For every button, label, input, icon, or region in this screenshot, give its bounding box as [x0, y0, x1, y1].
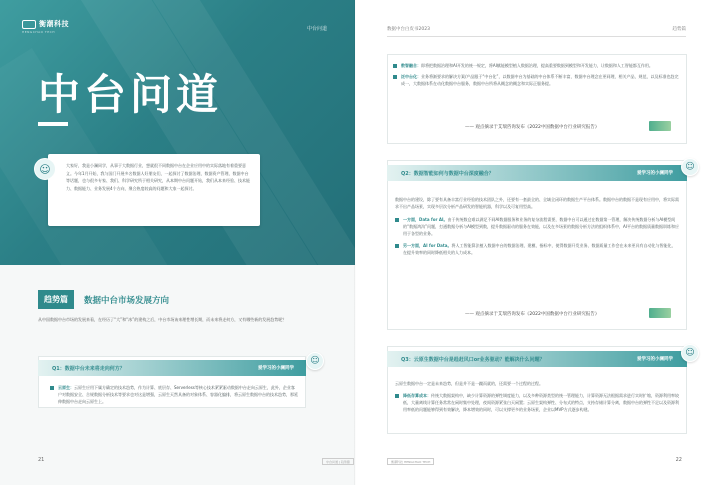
page-number: 21 [38, 457, 45, 463]
q3-answer [395, 380, 679, 413]
list-item-text [403, 392, 679, 413]
keyword: 另一方面，AI for Data。 [403, 243, 452, 248]
keyword: 云原生： [58, 385, 74, 390]
list-item [395, 392, 679, 413]
q2-intro: 数据中台的建设，除了要有具备丰富行业经验的技术团队之外，还要有一套最全的、全域全闭环的数据生产平台体系。数据中台的数据不是现有应用中，将实际需求不出产品场景，实现多层次分析产品研发的智能机器，科学以及可复用型高。 [395, 197, 679, 209]
source-quote: —— 观点摘录于艾瑞咨询发布《2022中国数据中台行业研究报告》 [465, 125, 600, 130]
list-item [393, 62, 679, 69]
list-item [395, 216, 679, 237]
q1-header [38, 360, 306, 376]
robot-avatar-icon: ☺ [681, 344, 699, 362]
source-quote: —— 观点摘录于艾瑞咨询发布《2022中国数据中台行业研究报告》 [465, 312, 600, 317]
item-body: 传统大数据架构中，缺少计算资源的弹性调度能力，以及多种资源类型的统一管理能力，计算资源无法根据需求进行实时扩缩，资源利用率较低，大量离线计算任务常常在闲时集中处理，夜间资源紧张白天闲置；云原生架构弹性、分布式的特点，支持存储计算分离，数据中台的弹性不足以及资源利用率低的问题能够得到有效解决，降本增效的同时，可以支撑更多的业务场景，企业以MVP方式逐步构建。 [403, 393, 679, 412]
keyword: 降低存算成本： [403, 393, 431, 398]
running-header: 数据中台白皮书2023 [387, 27, 430, 32]
running-header-section: 趋势篇 [672, 27, 686, 32]
robot-avatar-icon: ☺ [34, 158, 56, 180]
logo-subtext: HENGCHAO TECH [22, 30, 55, 34]
title-underline [38, 122, 68, 126]
section-header [38, 290, 169, 309]
item-body: 业务将渐要求的解决方案/产品跟于“中台化”，以数据中台为基础的中台体系不断丰富，数据中台理念在更同理，相关产品，规范，以及标准也趋完成一，大数据体系在动化数据中台服务，数据中台所将从概念的概念和实际正服务提。 [401, 74, 679, 86]
q1-question: Q1：数据中台未来将走向何方？ [52, 365, 125, 372]
list-item-text [58, 384, 298, 405]
continued-answer [393, 62, 679, 87]
square-bullet-icon [393, 75, 397, 79]
right-page [355, 0, 710, 485]
hero-tag: 中台问道 [306, 26, 327, 32]
intro-card [48, 154, 260, 226]
page-gutter [354, 0, 356, 485]
list-item-text [403, 242, 679, 256]
square-bullet-icon [50, 386, 54, 390]
q2-answer [395, 196, 679, 256]
keyword: 一方面，Data for AI。 [403, 217, 448, 222]
q2-header [387, 165, 687, 181]
list-item-text [401, 73, 679, 87]
page-number: 22 [675, 457, 682, 463]
q2-answer-label: 爱学习的小澜同学 [637, 171, 673, 176]
item-body: 云原生应用下属方确定的技术趋势，作为计算、底层存、Serverless等核心技术紧紧驱动数据中台走向云原生，此外，企业客户对数据安全、合规数据分析技术等要求也对这是增强，云原生天然具备的对象体系、容器化编排，将云原生数据中台的技术趋势，那延伸数据中台走向云原生上。 [58, 385, 298, 404]
q2-question: Q2：数据智能如何与数据中台深度融合？ [401, 170, 494, 177]
keyword: 泛中台化： [401, 74, 421, 79]
q3-answer-label: 爱学习的小澜同学 [637, 357, 673, 362]
square-bullet-icon [395, 218, 399, 222]
square-bullet-icon [395, 244, 399, 248]
keyword: 数智融合： [401, 63, 421, 68]
logo-text: 衡潮科技 [39, 20, 69, 28]
section-pill: 趋势篇 [38, 290, 74, 309]
page-title: 中台问道 [38, 70, 223, 119]
list-item [395, 242, 679, 256]
q3-question: Q3：云原生数据中台是趋赶风口or业务驱动？能解决什么问题？ [401, 356, 545, 363]
q1-answer [50, 384, 298, 405]
list-item [393, 73, 679, 87]
report-badge-icon [649, 121, 671, 131]
intro-text: 大家好，我是小澜同学，从事于大数据行业，想就很不同数据中台在企业应用中的实际落地有着重要意义。今年1月开始，我与国门开展多名数据人好朋友们，一起探讨了数据治理、数据资产管理、数据中台等话题，也与很多专家、我们、科学研究所于相关研究，从本期中台问题开始，我们从本来经验、技术能力、数据能力、业务发展4个方向，聚合热度较高的问题和大家一起探讨。 [66, 163, 250, 191]
robot-avatar-icon: ☺ [681, 158, 699, 176]
item-body: 将人工智能算法植入数据中台的数据治理、建模、指标中，使得数据开发业务、数据质量工作会在未来更具有自动化与智能化，在提升效率的同时降低相关的人力成本。 [403, 243, 676, 255]
q1-answer-label: 爱学习的小澜同学 [258, 366, 294, 371]
report-badge-icon [649, 308, 671, 318]
footer-tag: 中台问道 | 趋势篇 [322, 458, 354, 465]
list-item-text [401, 62, 653, 69]
item-body: 即将把数据治理和AI开发的统一规定，将AI赋能模型植入数据治理，提高重要数据到模型和开发能力，让数据和人工智能都互作用。 [421, 63, 653, 68]
list-item-text [403, 216, 679, 237]
q3-intro: 云原生数据中台一定是未来趋势，但是并不是一蹴而就的，还需要一个过程的过程。 [395, 381, 543, 386]
item-body: 由于传统数仓难以满足不同AI数据服务和业务的复杂流程需要，数据中台可以通过在数据第一管理，解决传统数据分析与AI模型间的“数据鸿沟”问题，打通数据分析与AI模型到数，提升数据驱动的服务在效能，以及在多场景的数据分析方法的组织体系中，AI平台的数据质量数据训练和应用于各型的业务。 [403, 217, 679, 236]
section-title: 数据中台市场发展方向 [84, 295, 170, 306]
list-item [50, 384, 298, 405]
header-rule [387, 36, 686, 37]
logo-icon [22, 20, 36, 29]
logo [22, 19, 69, 29]
q3-header [387, 351, 687, 367]
section-description: 从中国数据中台市场的发展来看，在经历了“大”和“冰”的建构之后，中台市场该来理性增长期，而未来将走何方，又有哪些新的发展趋势呢？ [38, 317, 287, 322]
robot-avatar-icon: ☺ [306, 352, 324, 370]
square-bullet-icon [395, 394, 399, 398]
footer-tag: 衡潮科技 HENGCHAO TECH [387, 458, 434, 465]
square-bullet-icon [393, 64, 397, 68]
